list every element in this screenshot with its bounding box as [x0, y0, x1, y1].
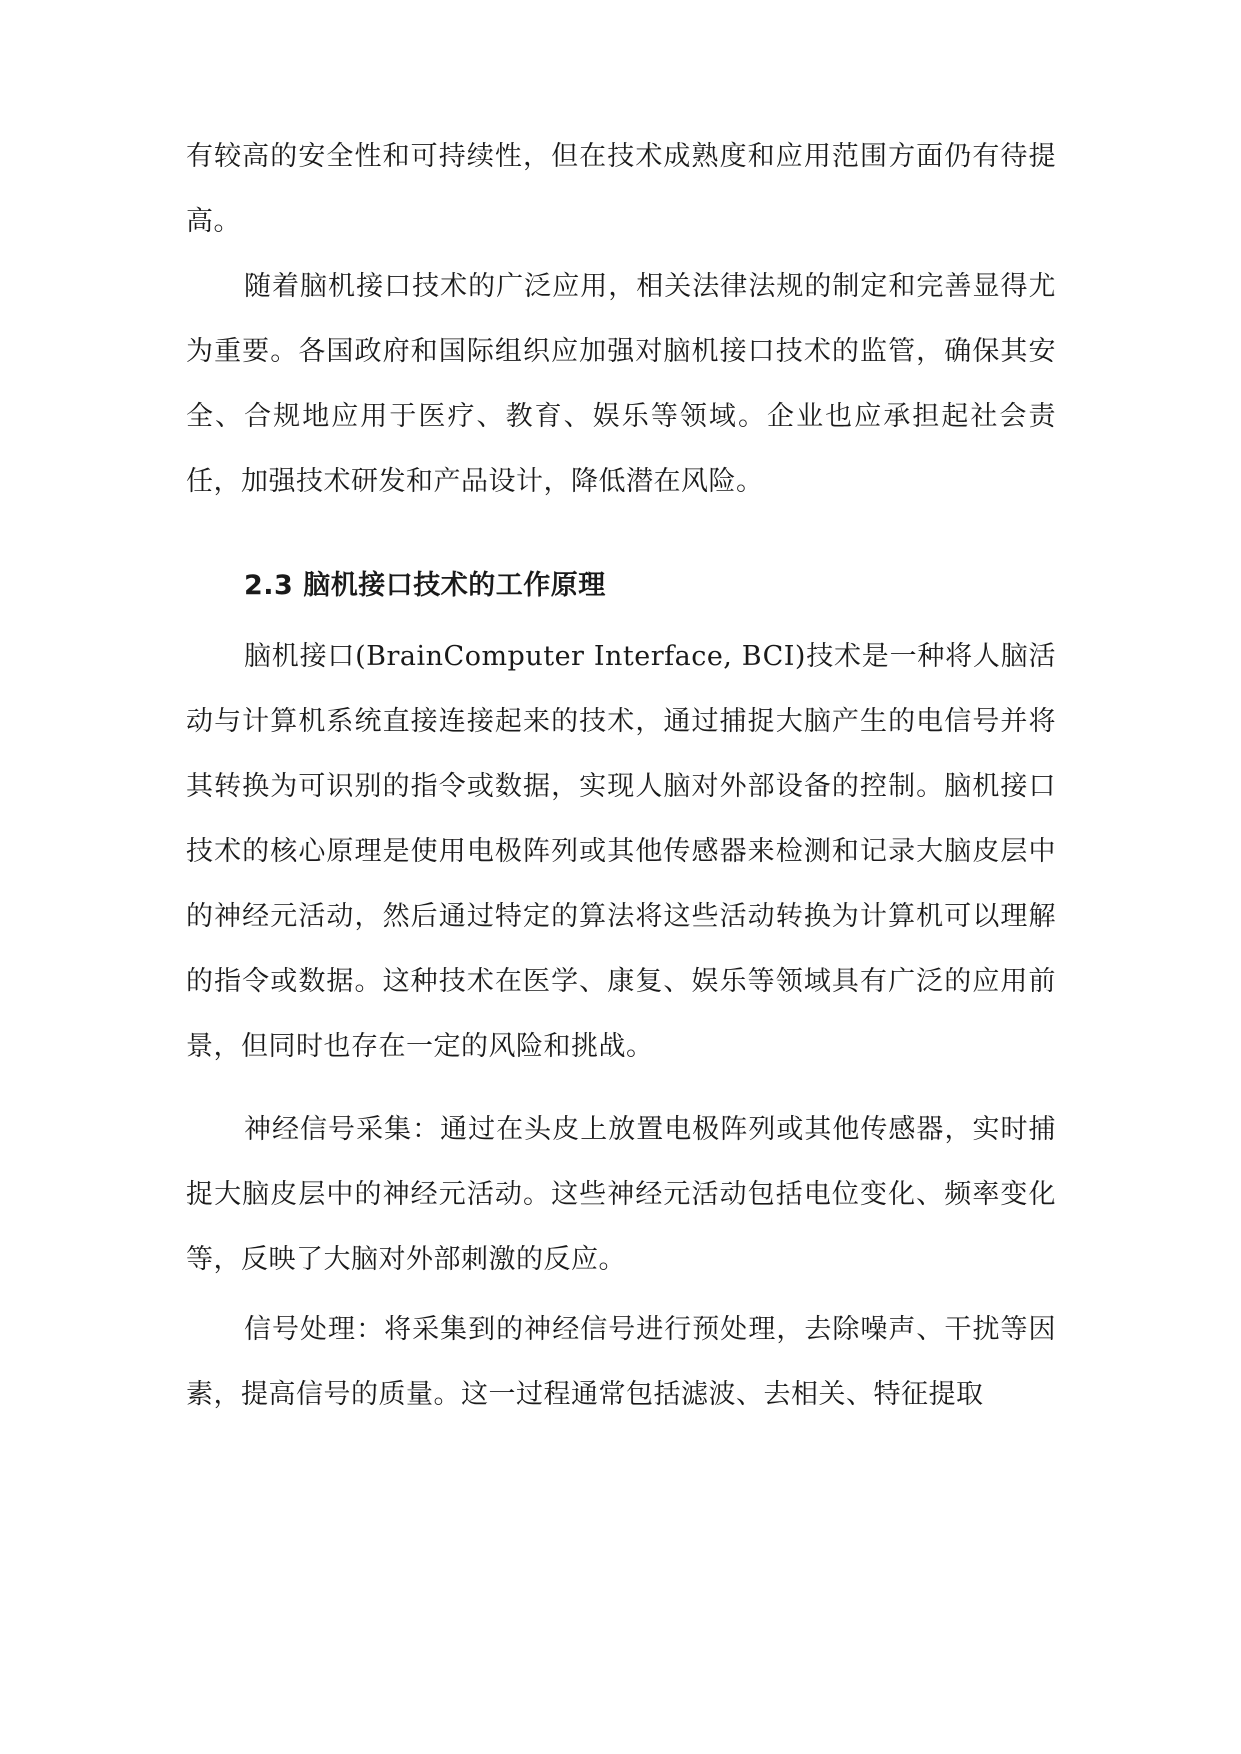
- section-heading: 2.3 脑机接口技术的工作原理: [244, 570, 606, 601]
- paragraph-bci-intro: [186, 624, 1056, 1079]
- paragraph-text: 脑机接口(BrainComputer Interface, BCI)技术是一种将人脑活动与计算机系统直接连接起来的技术，通过捕捉大脑产生的电信号并将其转换为可识别的指令或数据，实现人脑对外部设备的控制。脑机接口技术的核心原理是使用电极阵列或其他传感器来检测和记录大脑皮层中的神经元活动，然后通过特定的算法将这些活动转换为计算机可以理解的指令或数据。这种技术在医学、康复、娱乐等领域具有广泛的应用前景，但同时也存在一定的风险和挑战。: [186, 641, 1056, 1062]
- paragraph-continued: [186, 124, 1056, 254]
- paragraph-signal-acquisition: [186, 1097, 1056, 1292]
- paragraph-signal-processing: [186, 1297, 1056, 1427]
- paragraph-law-regulation: [186, 254, 1056, 514]
- paragraph-text: 有较高的安全性和可持续性，但在技术成熟度和应用范围方面仍有待提高。: [186, 141, 1056, 237]
- paragraph-text: 神经信号采集：通过在头皮上放置电极阵列或其他传感器，实时捕捉大脑皮层中的神经元活动。这些神经元活动包括电位变化、频率变化等，反映了大脑对外部刺激的反应。: [186, 1114, 1056, 1275]
- paragraph-text: 信号处理：将采集到的神经信号进行预处理，去除噪声、干扰等因素，提高信号的质量。这一过程通常包括滤波、去相关、特征提取: [186, 1314, 1056, 1410]
- paragraph-text: 随着脑机接口技术的广泛应用，相关法律法规的制定和完善显得尤为重要。各国政府和国际组织应加强对脑机接口技术的监管，确保其安全、合规地应用于医疗、教育、娱乐等领域。企业也应承担起社会责任，加强技术研发和产品设计，降低潜在风险。: [186, 271, 1056, 497]
